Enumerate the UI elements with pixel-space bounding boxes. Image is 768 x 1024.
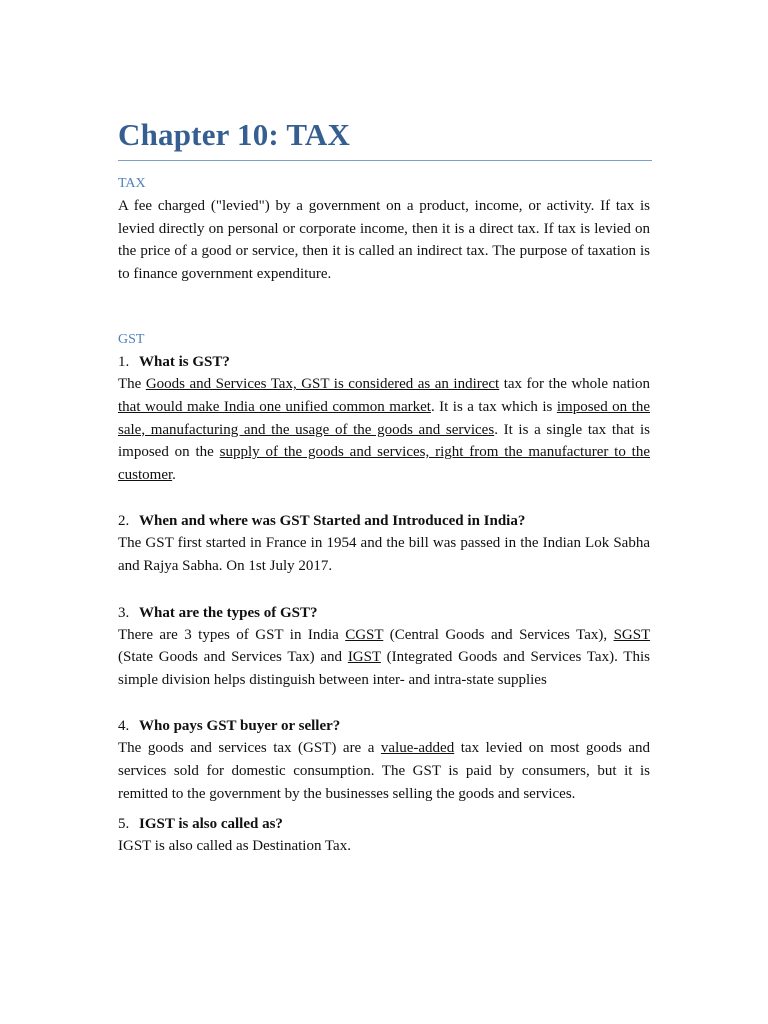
answer-text: tax for the whole nation (499, 376, 650, 393)
question-number: 2. (118, 513, 130, 530)
answer-text: (State Goods and Services Tax) and (118, 649, 348, 666)
answer-text: The (118, 376, 146, 393)
question-text: What is GST? (139, 354, 230, 371)
question-3 (118, 602, 650, 624)
question-1 (118, 351, 650, 373)
question-2 (118, 510, 650, 532)
answer-3 (118, 624, 650, 692)
section-heading-gst: GST (118, 332, 145, 348)
question-number: 5. (118, 816, 130, 833)
question-number: 4. (118, 718, 130, 735)
answer-text: . It is a tax which is (430, 398, 557, 415)
answer-text: . (172, 466, 176, 483)
answer-text: (Central Goods and Services Tax), (383, 626, 614, 643)
answer-text: (Integrated Goods and Services Tax). This simple division helps distinguish between inter- and intra-state supplies (118, 649, 650, 688)
question-5 (118, 813, 650, 835)
underlined-phrase: IGST (347, 649, 381, 666)
underlined-phrase: value-added (380, 740, 455, 757)
answer-text: There are 3 types of GST in India (118, 626, 346, 643)
document-content (118, 114, 650, 858)
tax-paragraph: A fee charged ("levied") by a government on a product, income, or activity. If tax is levied directly on personal or corporate income, then it is a direct tax. If tax is levied on the price of a good or service, then it is called an indirect tax. The purpose of taxation is to finance government expenditure. (118, 198, 650, 282)
question-number: 1. (118, 354, 130, 371)
answer-4 (118, 737, 650, 805)
answer-text: The goods and services tax (GST) are a (118, 740, 381, 757)
question-text: IGST is also called as? (139, 816, 283, 833)
section-heading-tax: TAX (118, 176, 146, 191)
answer-text: tax levied on most goods and services sold for domestic consumption. The GST is paid by consumers, but it is remitted to the government by the businesses selling the goods and services. (118, 740, 650, 802)
answer-text: IGST is also called as Destination Tax. (118, 838, 351, 855)
chapter-title: Chapter 10: TAX (118, 117, 351, 152)
question-text: Who pays GST buyer or seller? (139, 718, 341, 735)
underlined-phrase: Goods and Services Tax, GST is considered as an indirect (145, 376, 500, 393)
answer-5 (118, 835, 650, 858)
underlined-phrase: CGST (345, 626, 384, 643)
question-number: 3. (118, 604, 130, 621)
answer-1 (118, 373, 650, 486)
answer-text: . It is a single tax that is imposed on the (118, 421, 650, 461)
title-rule (118, 160, 652, 161)
underlined-phrase: supply of the goods and services, right from the manufacturer to the customer (118, 444, 651, 483)
question-text: When and where was GST Started and Introduced in India? (139, 513, 526, 530)
question-text: What are the types of GST? (139, 604, 318, 621)
underlined-phrase: imposed on the sale, manufacturing and the usage of the goods and services (118, 398, 650, 438)
underlined-phrase: that would make India one unified common market (118, 398, 431, 415)
question-4 (118, 715, 650, 737)
answer-2 (118, 532, 650, 577)
gst-question-list (118, 351, 650, 857)
answer-text: The GST first started in France in 1954 and the bill was passed in the Indian Lok Sabha and Rajya Sabha. On 1st July 2017. (118, 535, 650, 574)
underlined-phrase: SGST (613, 626, 650, 643)
